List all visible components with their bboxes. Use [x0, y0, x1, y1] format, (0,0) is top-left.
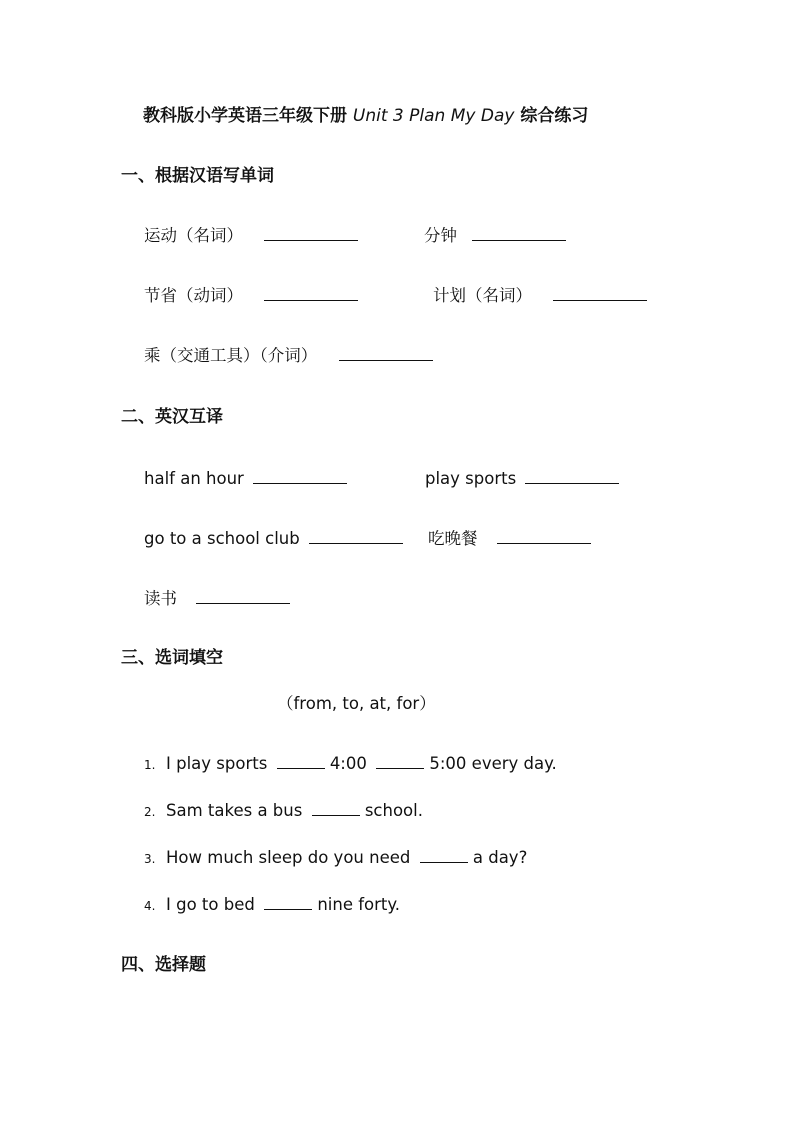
answer-blank[interactable] [553, 299, 647, 301]
title-suffix: 综合练习 [520, 106, 589, 126]
section-1-heading: 一、根据汉语写单词 [121, 166, 274, 186]
answer-blank[interactable] [339, 359, 433, 361]
title-en: Unit 3 Plan My Day [352, 106, 515, 126]
word-options: （from, to, at, for） [277, 694, 436, 713]
answer-blank[interactable] [420, 861, 468, 863]
answer-blank[interactable] [497, 542, 591, 544]
s1-item-2: 分钟 [424, 228, 566, 245]
s3-question-1: 1. I play sports 4:00 5:00 every day. [144, 754, 557, 773]
s1-item-3: 节省（动词） [144, 288, 358, 305]
s2-item-4: 吃晚餐 [428, 531, 591, 548]
section-4-heading: 四、选择题 [121, 955, 206, 975]
section-3-heading: 三、选词填空 [121, 648, 223, 668]
answer-blank[interactable] [264, 908, 312, 910]
title-cn: 教科版小学英语三年级下册 [143, 106, 347, 126]
answer-blank[interactable] [376, 767, 424, 769]
section-2-heading: 二、英汉互译 [121, 407, 223, 427]
s1-item-1: 运动（名词） [144, 228, 358, 245]
answer-blank[interactable] [253, 482, 347, 484]
answer-blank[interactable] [264, 299, 358, 301]
s1-item-5: 乘（交通工具）（介词） [144, 348, 433, 365]
answer-blank[interactable] [525, 482, 619, 484]
answer-blank[interactable] [312, 814, 360, 816]
s2-item-1: half an hour [144, 471, 347, 488]
s2-item-3: go to a school club [144, 531, 403, 548]
s1-item-4: 计划（名词） [433, 288, 647, 305]
answer-blank[interactable] [264, 239, 358, 241]
s2-item-5: 读书 [144, 591, 290, 608]
answer-blank[interactable] [277, 767, 325, 769]
s3-question-2: 2. Sam takes a bus school. [144, 801, 423, 820]
answer-blank[interactable] [309, 542, 403, 544]
page-title [143, 108, 588, 125]
answer-blank[interactable] [472, 239, 566, 241]
s3-question-4: 4. I go to bed nine forty. [144, 895, 401, 914]
s3-question-3: 3. How much sleep do you need a day? [144, 848, 528, 867]
s2-item-2: play sports [425, 471, 619, 488]
answer-blank[interactable] [196, 602, 290, 604]
